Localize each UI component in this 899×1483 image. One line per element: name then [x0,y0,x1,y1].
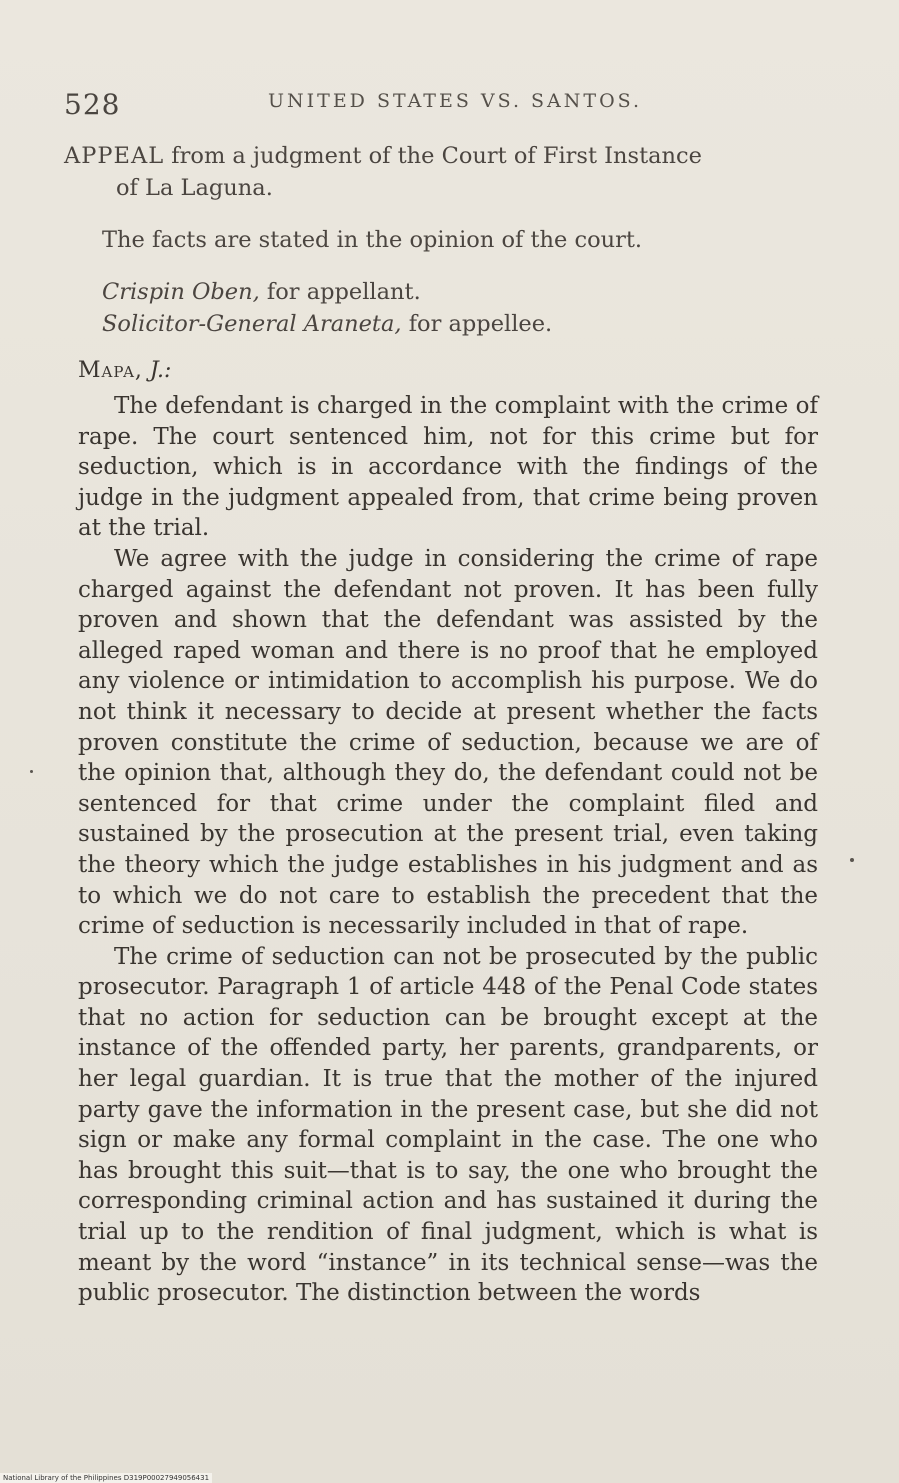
counsel-appellant [102,276,824,308]
scan-credit: National Library of the Philippines D319P00027949056431 [0,1473,212,1483]
page-number: 528 [64,88,121,121]
scan-speck [30,770,33,773]
counsel-appellant-role: for appellant. [259,279,421,305]
opinion-paragraph: We agree with the judge in considering the crime of rape charged against the defendant not proven. It has been fully proven and shown that the defendant was assisted by the alleged raped woman and there is no proof that he employed any violence or intimidation to accomplish his purpose. We do not think it necessary to decide at present whether the facts proven constitute the crime of seduction, because we are of the opinion that, although they do, the defendant could not be sentenced for that crime under the complaint filed and sustained by the prosecution at the present trial, even taking the theory which the judge establishes in his judgment and as to which we do not care to establish the precedent that the crime of seduction is necessarily included in that of rape. [78,545,818,940]
appeal-text: from a judgment of the Court of First Instance [164,143,702,169]
appeal-continuation: of La Laguna. [116,175,273,201]
syllabus [64,140,824,340]
running-title: UNITED STATES VS. SANTOS. [268,90,643,112]
appeal-lead: APPEAL [64,143,165,169]
facts-note: The facts are stated in the opinion of the court. [102,227,643,253]
running-head [64,86,824,122]
opinion-paragraph: The defendant is charged in the complaint with the crime of rape. The court sentenced him, not for this crime but for seduction, which is in accordance with the findings of the judge in the judgment appealed from, that crime being proven at the trial. [78,393,818,542]
justice-heading [78,358,818,383]
justice-name: Mapa, [78,358,143,383]
appeal-statement [64,140,824,204]
counsel-appellee-role: for appellee. [401,311,553,337]
counsel-appellee-name: Solicitor-General Araneta, [102,311,402,337]
opinion [78,358,818,1309]
justice-title: J.: [142,358,172,383]
scan-speck [850,858,854,862]
counsel-appellant-name: Crispin Oben, [102,279,260,305]
counsel-appellee [102,308,824,340]
counsel-block [102,276,824,340]
opinion-paragraph: The crime of seduction can not be prosecuted by the public prosecutor. Paragraph 1 of article 448 of the Penal Code states that no action for seduction can be brought except at the instance of the offended party, her parents, grandparents, or her legal guardian. It is true that the mother of the injured party gave the information in the present case, but she did not sign or make any formal complaint in the case. The one who has brought this suit—that is to say, the one who brought the corresponding criminal action and has sustained it during the trial up to the rendition of final judgment, which is what is meant by the word “instance” in its technical sense—was the public prosecutor. The distinction between the words [78,943,818,1307]
